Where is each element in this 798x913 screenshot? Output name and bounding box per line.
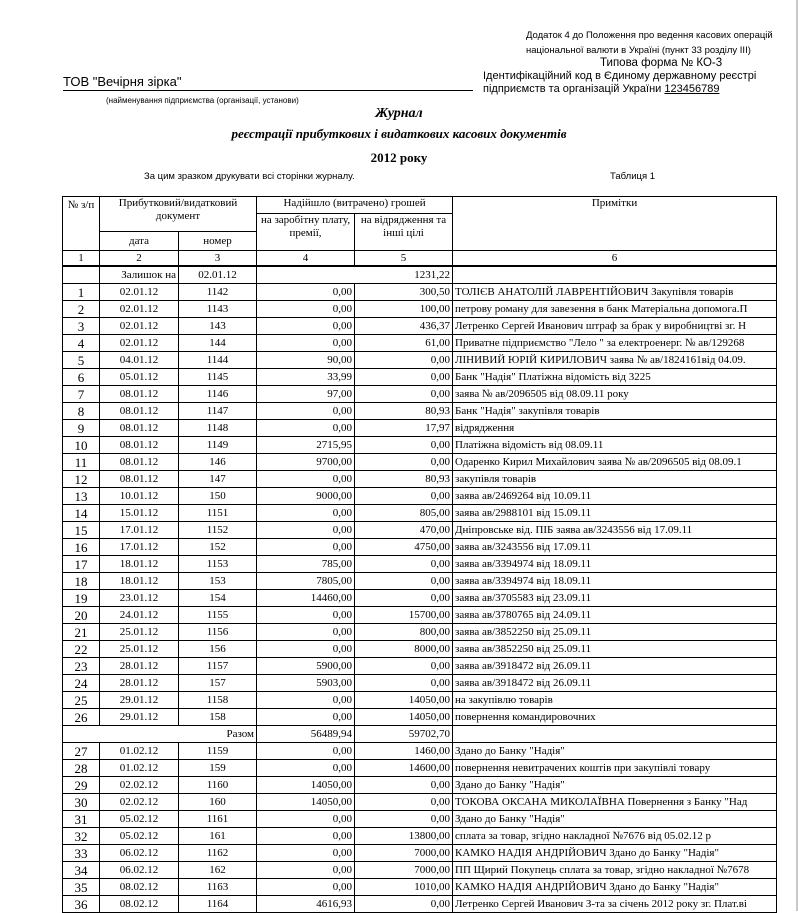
row-doc-number: 1151 [179,505,257,522]
table-row [63,760,777,777]
form-number: Типова форма № КО-3 [600,57,723,69]
row-notes: Здано до Банку "Надія" [453,811,777,828]
row-number: 36 [63,896,100,913]
row-doc-number: 153 [179,573,257,590]
row-other: 4750,00 [355,539,453,556]
row-number: 11 [63,454,100,471]
row-notes: заява ав/3394974 від 18.09.11 [453,556,777,573]
row-salary: 90,00 [257,352,355,369]
row-doc-number: 159 [179,760,257,777]
row-doc-number: 1155 [179,607,257,624]
row-number: 17 [63,556,100,573]
row-date: 02.02.12 [100,777,179,794]
row-notes: заява ав/2988101 від 15.09.11 [453,505,777,522]
row-other: 470,00 [355,522,453,539]
row-doc-number: 160 [179,794,257,811]
subtotal-row [63,726,777,743]
row-number: 29 [63,777,100,794]
row-date: 01.02.12 [100,760,179,777]
row-notes: заява ав/3243556 від 17.09.11 [453,539,777,556]
row-date: 10.01.12 [100,488,179,505]
row-number: 7 [63,386,100,403]
row-number: 25 [63,692,100,709]
row-date: 08.01.12 [100,403,179,420]
row-number: 9 [63,420,100,437]
opening-value: 1231,22 [257,266,453,284]
row-salary: 5900,00 [257,658,355,675]
print-note: За цим зразком друкувати всі сторінки журналу. [144,171,355,182]
row-other: 0,00 [355,811,453,828]
row-doc-number: 146 [179,454,257,471]
row-date: 29.01.12 [100,692,179,709]
column-number-3: 3 [179,251,257,267]
row-doc-number: 161 [179,828,257,845]
row-number: 31 [63,811,100,828]
row-number: 27 [63,743,100,760]
row-doc-number: 158 [179,709,257,726]
appendix-line-2: національної валюти в Україні (пункт 33 розділу III) [526,45,751,56]
row-doc-number: 1152 [179,522,257,539]
journal-title: Журнал [375,106,423,121]
row-notes: на закупівлю товарів [453,692,777,709]
row-other: 61,00 [355,335,453,352]
row-date: 17.01.12 [100,539,179,556]
row-notes: сплата за товар, згідно накладної №7676 від 05.02.12 р [453,828,777,845]
row-other: 300,50 [355,284,453,301]
subtotal-salary: 56489,94 [257,726,355,743]
row-other: 7000,00 [355,845,453,862]
header-number: номер [179,232,257,251]
table-row [63,335,777,352]
id-code-block [483,70,756,96]
row-other: 436,37 [355,318,453,335]
table-row [63,777,777,794]
id-code-line-2 [483,83,756,96]
table-row [63,318,777,335]
table-row [63,641,777,658]
row-notes: заява ав/3918472 від 26.09.11 [453,658,777,675]
row-date: 08.02.12 [100,879,179,896]
row-notes: закупівля товарів [453,471,777,488]
row-notes: Летренко Сергей Иванович штраф за брак у виробництві зг. Н [453,318,777,335]
row-number: 16 [63,539,100,556]
row-doc-number: 1160 [179,777,257,794]
row-notes: ТОЛІЄВ АНАТОЛІЙ ЛАВРЕНТІЙОВИЧ Закупівля товарів [453,284,777,301]
row-number: 4 [63,335,100,352]
row-other: 80,93 [355,471,453,488]
row-salary: 97,00 [257,386,355,403]
row-number: 26 [63,709,100,726]
appendix-line-1: Додаток 4 до Положення про ведення касових операцій [526,30,773,41]
row-other: 0,00 [355,556,453,573]
table-row [63,743,777,760]
table-row [63,369,777,386]
row-notes: заява № ав/2096505 від 08.09.11 року [453,386,777,403]
table-row [63,454,777,471]
row-date: 08.01.12 [100,454,179,471]
table-row [63,539,777,556]
row-notes: ЛІНИВИЙ ЮРІЙ КИРИЛОВИЧ заява № ав/1824161від 04.09. [453,352,777,369]
row-notes: Летренко Сергей Иванович З-та за січень 2012 року зг. Плат.ві [453,896,777,913]
id-code-line-1: Ідентифікаційний код в Єдиному державному реєстрі [483,70,757,82]
row-salary: 0,00 [257,335,355,352]
row-other: 0,00 [355,658,453,675]
table-row [63,403,777,420]
row-doc-number: 162 [179,862,257,879]
row-salary: 0,00 [257,862,355,879]
row-doc-number: 152 [179,539,257,556]
row-date: 05.01.12 [100,369,179,386]
row-salary: 14050,00 [257,777,355,794]
row-date: 02.01.12 [100,284,179,301]
row-salary: 2715,95 [257,437,355,454]
row-date: 04.01.12 [100,352,179,369]
row-doc-number: 1156 [179,624,257,641]
row-notes: Платіжна відомість від 08.09.11 [453,437,777,454]
row-salary: 0,00 [257,828,355,845]
table-row [63,301,777,318]
row-other: 0,00 [355,573,453,590]
row-notes: повернення командировочних [453,709,777,726]
row-doc-number: 150 [179,488,257,505]
row-salary: 0,00 [257,760,355,777]
row-salary: 0,00 [257,641,355,658]
table-row [63,420,777,437]
row-doc-number: 1144 [179,352,257,369]
row-salary: 0,00 [257,301,355,318]
column-number-2: 2 [100,251,179,267]
row-number: 12 [63,471,100,488]
table-row [63,811,777,828]
row-number: 2 [63,301,100,318]
journal-table [62,196,777,913]
row-salary: 0,00 [257,879,355,896]
opening-balance-row [63,266,777,284]
row-notes: ПП Щирий Покупець сплата за товар, згідно накладної №7678 [453,862,777,879]
table-row [63,675,777,692]
row-notes: повернення невитрачених коштів при закупівлі товару [453,760,777,777]
table-row [63,692,777,709]
row-number: 23 [63,658,100,675]
row-doc-number: 1158 [179,692,257,709]
row-notes: заява ав/3918472 від 26.09.11 [453,675,777,692]
row-doc-number: 1149 [179,437,257,454]
table-row [63,284,777,301]
row-date: 08.01.12 [100,471,179,488]
row-date: 01.02.12 [100,743,179,760]
row-notes: Дніпровське від. ПІБ заява ав/3243556 від 17.09.11 [453,522,777,539]
row-doc-number: 1161 [179,811,257,828]
row-notes: Здано до Банку "Надія" [453,777,777,794]
row-date: 24.01.12 [100,607,179,624]
row-other: 14600,00 [355,760,453,777]
row-salary: 0,00 [257,539,355,556]
row-other: 13800,00 [355,828,453,845]
row-date: 05.02.12 [100,811,179,828]
row-number: 21 [63,624,100,641]
row-salary: 14050,00 [257,794,355,811]
row-other: 0,00 [355,896,453,913]
header-travel: на відрядження та інші цілі [355,214,453,251]
row-doc-number: 157 [179,675,257,692]
row-number: 14 [63,505,100,522]
row-doc-number: 1159 [179,743,257,760]
row-salary: 0,00 [257,284,355,301]
row-number: 19 [63,590,100,607]
row-doc-number: 144 [179,335,257,352]
row-number: 10 [63,437,100,454]
row-notes: заява ав/3394974 від 18.09.11 [453,573,777,590]
row-other: 0,00 [355,437,453,454]
row-doc-number: 1147 [179,403,257,420]
row-notes: відрядження [453,420,777,437]
table-row [63,556,777,573]
row-salary: 0,00 [257,318,355,335]
row-date: 06.02.12 [100,862,179,879]
id-code-prefix: підприємств та організацій України [483,83,665,95]
row-date: 28.01.12 [100,675,179,692]
row-date: 08.01.12 [100,437,179,454]
table-row [63,437,777,454]
row-number: 13 [63,488,100,505]
row-salary: 0,00 [257,743,355,760]
row-date: 18.01.12 [100,573,179,590]
id-code-value: 123456789 [664,83,720,95]
header-amount: Надійшло (витрачено) грошей [257,197,453,214]
row-date: 06.02.12 [100,845,179,862]
row-doc-number: 1153 [179,556,257,573]
row-date: 28.01.12 [100,658,179,675]
row-number: 35 [63,879,100,896]
row-other: 7000,00 [355,862,453,879]
subtotal-notes [453,726,777,743]
row-number: 30 [63,794,100,811]
row-number: 20 [63,607,100,624]
row-notes: заява ав/2469264 від 10.09.11 [453,488,777,505]
row-number: 33 [63,845,100,862]
row-doc-number: 1143 [179,301,257,318]
row-salary: 0,00 [257,607,355,624]
row-doc-number: 156 [179,641,257,658]
column-number-4: 4 [257,251,355,267]
row-doc-number: 1142 [179,284,257,301]
table-row [63,471,777,488]
row-date: 18.01.12 [100,556,179,573]
header-salary: на заробітну плату, премії, [257,214,355,251]
row-date: 29.01.12 [100,709,179,726]
row-date: 08.01.12 [100,420,179,437]
row-notes: Банк "Надія" Платіжна відомість від 3225 [453,369,777,386]
row-other: 805,00 [355,505,453,522]
row-salary: 5903,00 [257,675,355,692]
row-notes: петрову роману для завезення в банк Матеріальна допомога.П [453,301,777,318]
row-number: 22 [63,641,100,658]
row-doc-number: 1163 [179,879,257,896]
row-salary: 785,00 [257,556,355,573]
header-date: дата [100,232,179,251]
row-other: 0,00 [355,352,453,369]
row-notes: Приватне підприємство "Лело " за електроенерг. № ав/129268 [453,335,777,352]
row-other: 80,93 [355,403,453,420]
row-salary: 0,00 [257,811,355,828]
table-row [63,505,777,522]
opening-label: Залишок на [100,266,179,284]
row-doc-number: 154 [179,590,257,607]
column-number-5: 5 [355,251,453,267]
row-doc-number: 1162 [179,845,257,862]
row-other: 0,00 [355,777,453,794]
row-other: 14050,00 [355,709,453,726]
row-other: 800,00 [355,624,453,641]
row-doc-number: 1145 [179,369,257,386]
row-notes: Банк "Надія" закупівля товарів [453,403,777,420]
header-no: № з/п [63,197,100,251]
row-notes: КАМКО НАДІЯ АНДРІЙОВИЧ Здано до Банку "Надія" [453,879,777,896]
row-salary: 0,00 [257,845,355,862]
table-row [63,879,777,896]
row-doc-number: 1157 [179,658,257,675]
row-number: 6 [63,369,100,386]
subtotal-other: 59702,70 [355,726,453,743]
row-salary: 4616,93 [257,896,355,913]
row-notes: заява ав/3852250 від 25.09.11 [453,641,777,658]
row-notes: Здано до Банку "Надія" [453,743,777,760]
table-row [63,828,777,845]
row-number: 32 [63,828,100,845]
row-other: 0,00 [355,675,453,692]
row-number: 15 [63,522,100,539]
table-row [63,607,777,624]
organization-caption: (найменування підприємства (організації, установи) [106,96,299,105]
row-number: 34 [63,862,100,879]
row-other: 100,00 [355,301,453,318]
table-row [63,845,777,862]
row-date: 15.01.12 [100,505,179,522]
column-number-1: 1 [63,251,100,267]
journal-subtitle: реєстрації прибуткових і видаткових касових документів [231,126,567,141]
row-other: 8000,00 [355,641,453,658]
row-number: 18 [63,573,100,590]
row-date: 25.01.12 [100,624,179,641]
row-salary: 7805,00 [257,573,355,590]
row-notes: ТОКОВА ОКСАНА МИКОЛАЇВНА Повернення з Банку "Над [453,794,777,811]
row-notes: заява ав/3705583 від 23.09.11 [453,590,777,607]
row-salary: 0,00 [257,420,355,437]
row-salary: 0,00 [257,692,355,709]
table-row [63,896,777,913]
table-row [63,590,777,607]
row-other: 15700,00 [355,607,453,624]
row-doc-number: 1148 [179,420,257,437]
row-salary: 0,00 [257,709,355,726]
table-row [63,862,777,879]
row-other: 0,00 [355,454,453,471]
table-row [63,386,777,403]
table-row [63,488,777,505]
row-salary: 33,99 [257,369,355,386]
header-document: Прибутковий/видатковий документ [100,197,257,232]
row-salary: 9700,00 [257,454,355,471]
row-number: 24 [63,675,100,692]
row-salary: 14460,00 [257,590,355,607]
row-salary: 9000,00 [257,488,355,505]
row-salary: 0,00 [257,522,355,539]
table-row [63,794,777,811]
opening-empty [63,266,100,284]
table-row [63,658,777,675]
row-other: 1460,00 [355,743,453,760]
row-date: 08.01.12 [100,386,179,403]
row-date: 02.02.12 [100,794,179,811]
row-date: 02.01.12 [100,301,179,318]
row-other: 0,00 [355,590,453,607]
row-number: 1 [63,284,100,301]
row-other: 0,00 [355,488,453,505]
opening-notes [453,266,777,284]
row-other: 14050,00 [355,692,453,709]
row-doc-number: 1164 [179,896,257,913]
row-doc-number: 143 [179,318,257,335]
row-doc-number: 147 [179,471,257,488]
row-notes: КАМКО НАДІЯ АНДРІЙОВИЧ Здано до Банку "Надія" [453,845,777,862]
table-row [63,624,777,641]
row-notes: Одаренко Кирил Михайлович заява № ав/2096505 від 08.09.1 [453,454,777,471]
header-notes: Примітки [453,197,777,251]
table-row [63,573,777,590]
row-date: 05.02.12 [100,828,179,845]
row-date: 17.01.12 [100,522,179,539]
table-number: Таблиця 1 [610,171,656,182]
row-notes: заява ав/3780765 від 24.09.11 [453,607,777,624]
row-date: 02.01.12 [100,335,179,352]
row-date: 25.01.12 [100,641,179,658]
row-date: 08.02.12 [100,896,179,913]
table-row [63,352,777,369]
row-other: 17,97 [355,420,453,437]
row-salary: 0,00 [257,505,355,522]
appendix-note [526,28,773,58]
row-salary: 0,00 [257,624,355,641]
row-number: 3 [63,318,100,335]
opening-date: 02.01.12 [179,266,257,284]
row-notes: заява ав/3852250 від 25.09.11 [453,624,777,641]
row-other: 0,00 [355,386,453,403]
row-date: 23.01.12 [100,590,179,607]
table-row [63,709,777,726]
row-salary: 0,00 [257,471,355,488]
column-number-6: 6 [453,251,777,267]
organization-name: ТОВ "Вечірня зірка" [63,74,473,91]
row-number: 5 [63,352,100,369]
row-number: 8 [63,403,100,420]
row-other: 1010,00 [355,879,453,896]
row-salary: 0,00 [257,403,355,420]
row-other: 0,00 [355,794,453,811]
row-date: 02.01.12 [100,318,179,335]
row-doc-number: 1146 [179,386,257,403]
row-number: 28 [63,760,100,777]
subtotal-label: Разом [63,726,257,743]
row-other: 0,00 [355,369,453,386]
table-row [63,522,777,539]
journal-year: 2012 року [370,150,428,165]
